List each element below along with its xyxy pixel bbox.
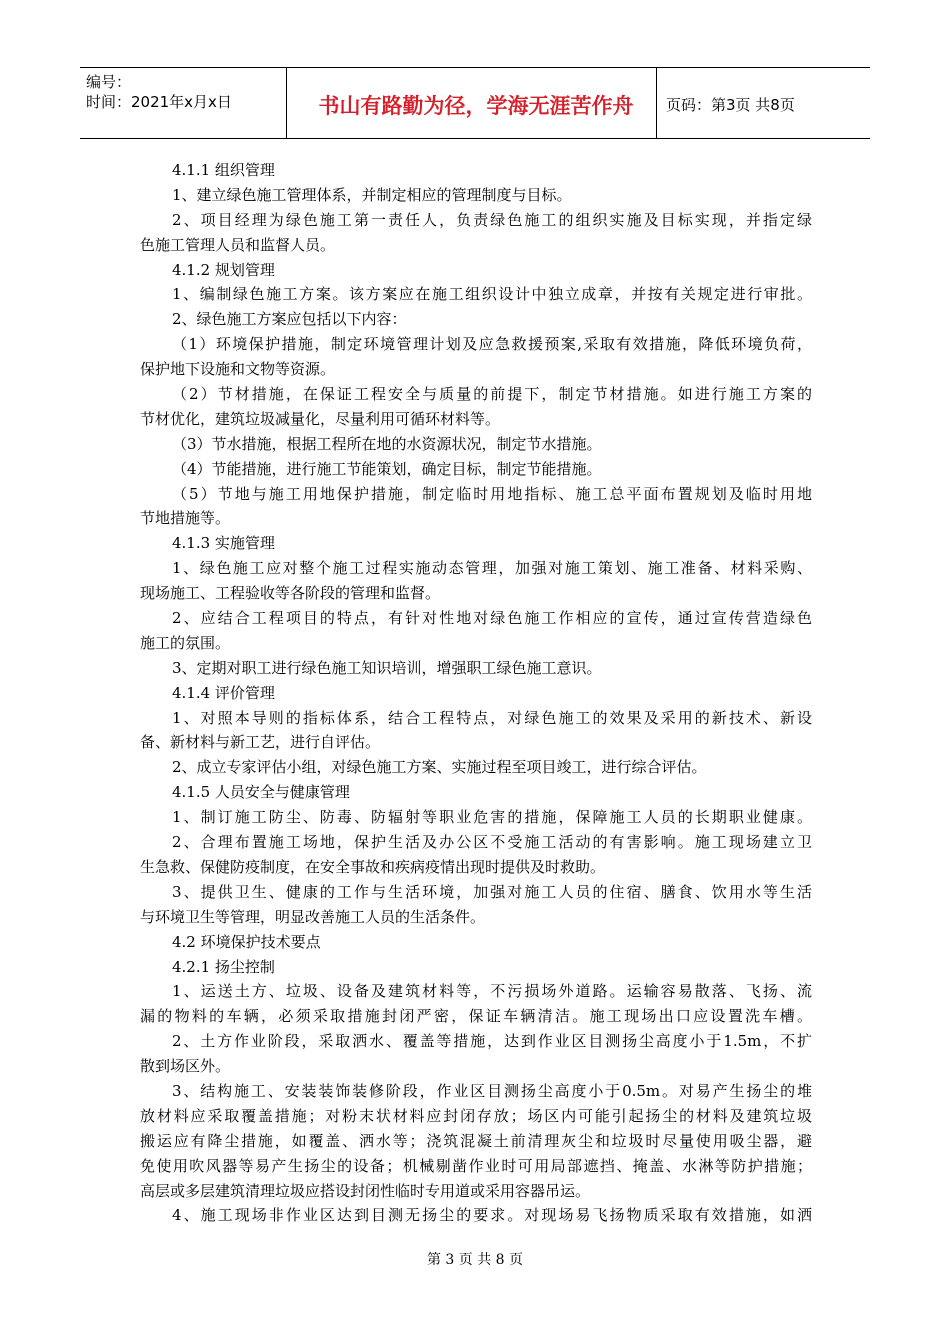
text-line: 2、应结合工程项目的特点，有针对性地对绿色施工作相应的宣传，通过宣传营造绿色: [172, 609, 812, 628]
text-line: （5）节地与施工用地保护措施，制定临时用地指标、施工总平面布置规划及临时用地: [172, 484, 812, 503]
page-footer: 第 3 页 共 8 页: [426, 1252, 524, 1268]
text-line: 4.1.4 评价管理: [172, 683, 275, 702]
text-line: 节材优化，建筑垃圾减量化，尽量利用可循环材料等。: [140, 409, 501, 428]
text-line: （3）节水措施，根据工程所在地的水资源状况，制定节水措施。: [172, 434, 602, 453]
text-line: 1、建立绿色施工管理体系，并制定相应的管理制度与目标。: [172, 185, 572, 204]
header-motto: 书山有路勤为径，学海无涯苦作舟: [318, 94, 634, 118]
text-line: 漏的物料的车辆，必须采取措施封闭严密，保证车辆清洁。施工现场出口应设置洗车槽。: [140, 1007, 812, 1026]
text-line: 4.2.1 扬尘控制: [172, 957, 275, 976]
text-line: 4.1.3 实施管理: [172, 534, 275, 553]
text-line: 1、运送土方、垃圾、设备及建筑材料等，不污损场外道路。运输容易散落、飞扬、流: [172, 982, 812, 1001]
page-header: [80, 67, 870, 139]
text-line: 3、定期对职工进行绿色施工知识培训，增强职工绿色施工意识。: [172, 658, 602, 677]
text-line: 4.2 环境保护技术要点: [172, 932, 321, 951]
header-divider-right: [656, 68, 657, 138]
text-line: 1、绿色施工应对整个施工过程实施动态管理，加强对施工策划、施工准备、材料采购、: [172, 559, 812, 578]
text-line: （4）节能措施，进行施工节能策划，确定目标，制定节能措施。: [172, 459, 602, 478]
text-line: 4.1.1 组织管理: [172, 161, 275, 179]
text-line: 1、编制绿色施工方案。该方案应在施工组织设计中独立成章，并按有关规定进行审批。: [172, 285, 812, 304]
text-line: 与环境卫生等管理，明显改善施工人员的生活条件。: [140, 907, 486, 926]
text-line: 2、成立专家评估小组，对绿色施工方案、实施过程至项目竣工，进行综合评估。: [172, 758, 707, 777]
text-line: 放材料应采取覆盖措施；对粉末状材料应封闭存放；场区内可能引起扬尘的材料及建筑垃圾: [140, 1106, 812, 1125]
text-line: 生急救、保健防疫制度，在安全事故和疾病疫情出现时提供及时救助。: [140, 857, 606, 876]
text-line: 2、合理布置施工场地，保护生活及办公区不受施工活动的有害影响。施工现场建立卫: [172, 833, 812, 852]
text-line: 2、项目经理为绿色施工第一责任人，负责绿色施工的组织实施及目标实现，并指定绿: [172, 210, 812, 229]
document-number-label: 编号：: [86, 73, 132, 91]
header-page-label: 页码：第3页 共8页: [666, 96, 795, 114]
text-line: 3、结构施工、安装装饰装修阶段，作业区目测扬尘高度小于0.5m。对易产生扬尘的堆: [172, 1081, 812, 1100]
text-line: 高层或多层建筑清理垃圾应搭设封闭性临时专用道或采用容器吊运。: [140, 1181, 591, 1200]
text-line: 保护地下设施和文物等资源。: [140, 360, 336, 379]
text-line: 2、土方作业阶段，采取洒水、覆盖等措施，达到作业区目测扬尘高度小于1.5m，不扩: [172, 1032, 812, 1051]
text-line: 色施工管理人员和监督人员。: [140, 235, 336, 254]
text-line: 现场施工、工程验收等各阶段的管理和监督。: [140, 584, 441, 603]
header-divider-left: [286, 68, 287, 138]
text-line: （1）环境保护措施，制定环境管理计划及应急救援预案,采取有效措施，降低环境负荷，: [172, 335, 812, 354]
text-line: 1、对照本导则的指标体系，结合工程特点，对绿色施工的效果及采用的新技术、新设: [172, 708, 812, 727]
text-line: （2）节材措施，在保证工程安全与质量的前提下，制定节材措施。如进行施工方案的: [172, 385, 812, 404]
text-line: 3、提供卫生、健康的工作与生活环境，加强对施工人员的住宿、膳食、饮用水等生活: [172, 882, 812, 901]
text-line: 备、新材料与新工艺，进行自评估。: [140, 733, 381, 752]
text-line: 4、施工现场非作业区达到目测无扬尘的要求。对现场易飞扬物质采取有效措施，如洒: [172, 1206, 812, 1225]
text-line: 搬运应有降尘措施，如覆盖、洒水等；浇筑混凝土前清理灰尘和垃圾时尽量使用吸尘器，避: [140, 1131, 812, 1150]
header-meta: [86, 72, 286, 112]
text-line: 2、绿色施工方案应包括以下内容：: [172, 310, 407, 329]
text-line: 4.1.2 规划管理: [172, 260, 275, 279]
document-date-label: 时间：2021年x月x日: [86, 93, 232, 111]
document-body: [140, 158, 812, 1228]
text-line: 散到场区外。: [140, 1057, 231, 1076]
text-line: 4.1.5 人员安全与健康管理: [172, 783, 350, 802]
text-line: 节地措施等。: [140, 509, 231, 528]
text-line: 1、制订施工防尘、防毒、防辐射等职业危害的措施，保障施工人员的长期职业健康。: [172, 808, 812, 827]
text-line: 免使用吹风器等易产生扬尘的设备；机械剔凿作业时可用局部遮挡、掩盖、水淋等防护措施；: [140, 1156, 812, 1175]
text-line: 施工的氛围。: [140, 633, 231, 652]
